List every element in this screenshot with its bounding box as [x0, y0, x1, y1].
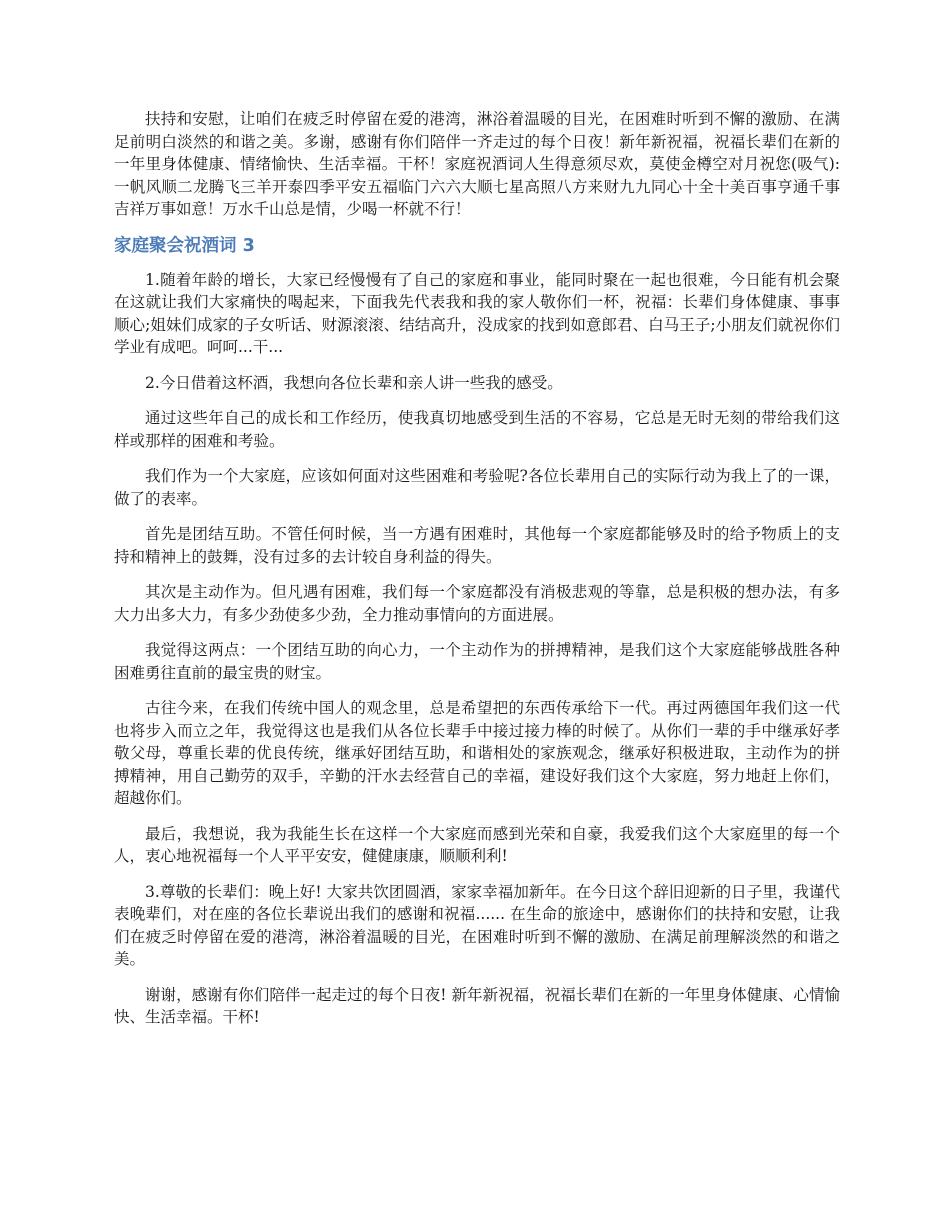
document-page	[114, 108, 840, 1042]
paragraph-initiative: 其次是主动作为。但凡遇有困难，我们每一个家庭都没有消极悲观的等靠，总是积极的想办法，有多大力出多大力，有多少劲使多少劲，全力推动事情向的方面进展。	[114, 583, 840, 624]
paragraph-unity: 首先是团结互助。不管任何时候，当一方遇有困难时，其他每一个家庭都能够及时的给予物质上的支持和精神上的鼓舞，没有过多的去计较自身利益的得失。	[114, 525, 840, 566]
paragraph-tradition: 古往今来，在我们传统中国人的观念里，总是希望把的东西传承给下一代。再过两德国年我们这一代也将步入而立之年，我觉得这也是我们从各位长辈手中接过接力棒的时候了。从你们一辈的手中继承好孝敬父母，尊重长辈的优良传统，继承好团结互助，和谐相处的家族观念，继承好积极进取，主动作为的拼搏精神，用自己勤劳的双手，辛勤的汗水去经营自己的幸福，建设好我们这个大家庭，努力地赶上你们，超越你们。	[114, 699, 840, 807]
paragraph-toast-2-intro: 2.今日借着这杯酒，我想向各位长辈和亲人讲一些我的感受。	[145, 373, 563, 392]
paragraph-toast-1: 1.随着年龄的增长，大家已经慢慢有了自己的家庭和事业，能同时聚在一起也很难，今日能有机会聚在这就让我们大家痛快的喝起来，下面我先代表我和我的家人敬你们一杯，祝福：长辈们身体健康、事事顺心;姐妹们成家的子女听话、财源滚滚、结结高升，没成家的找到如意郎君、白马王子;小朋友们就祝你们学业有成吧。呵呵...干...	[114, 270, 840, 356]
paragraph-toast-3: 3.尊敬的长辈们：晚上好! 大家共饮团圆酒，家家幸福加新年。在今日这个辞旧迎新的日子里，我谨代表晚辈们，对在座的各位长辈说出我们的感谢和祝福...... 在生命的旅途中，感谢你们的扶持和安慰，让我们在疲乏时停留在爱的港湾，淋浴着温暖的目光，在困难时听到不懈的激励、在满足前理解淡然的和谐之美。	[114, 882, 840, 968]
paragraph-growth: 通过这些年自己的成长和工作经历，使我真切地感受到生活的不容易，它总是无时无刻的带给我们这样或那样的困难和考验。	[114, 409, 840, 450]
section-heading: 家庭聚会祝酒词 3	[114, 235, 255, 256]
intro-paragraph: 扶持和安慰，让咱们在疲乏时停留在爱的港湾，淋浴着温暖的目光，在困难时听到不懈的激励、在满足前明白淡然的和谐之美。多谢，感谢有你们陪伴一齐走过的每个日夜！新年新祝福，祝福长辈们在新的一年里身体健康、情绪愉快、生活幸福。干杯！家庭祝酒词人生得意须尽欢，莫使金樽空对月祝您(吸气):一帆风顺二龙腾飞三羊开泰四季平安五福临门六六大顺七星高照八方来财九九同心十全十美百事亨通千事吉祥万事如意！万水千山总是情，少喝一杯就不行！	[114, 110, 840, 218]
paragraph-family-question: 我们作为一个大家庭，应该如何面对这些困难和考验呢?各位长辈用自己的实际行动为我上了的一课，做了的表率。	[114, 467, 840, 508]
paragraph-two-points: 我觉得这两点：一个团结互助的向心力，一个主动作为的拼搏精神，是我们这个大家庭能够战胜各种困难勇往直前的最宝贵的财宝。	[114, 641, 840, 682]
paragraph-thanks: 谢谢，感谢有你们陪伴一起走过的每个日夜! 新年新祝福，祝福长辈们在新的一年里身体健康、心情愉快、生活幸福。干杯!	[114, 985, 840, 1026]
paragraph-finally: 最后，我想说，我为我能生长在这样一个大家庭而感到光荣和自豪，我爱我们这个大家庭里的每一个人，衷心地祝福每一个人平平安安，健健康康，顺顺利利!	[114, 824, 840, 865]
